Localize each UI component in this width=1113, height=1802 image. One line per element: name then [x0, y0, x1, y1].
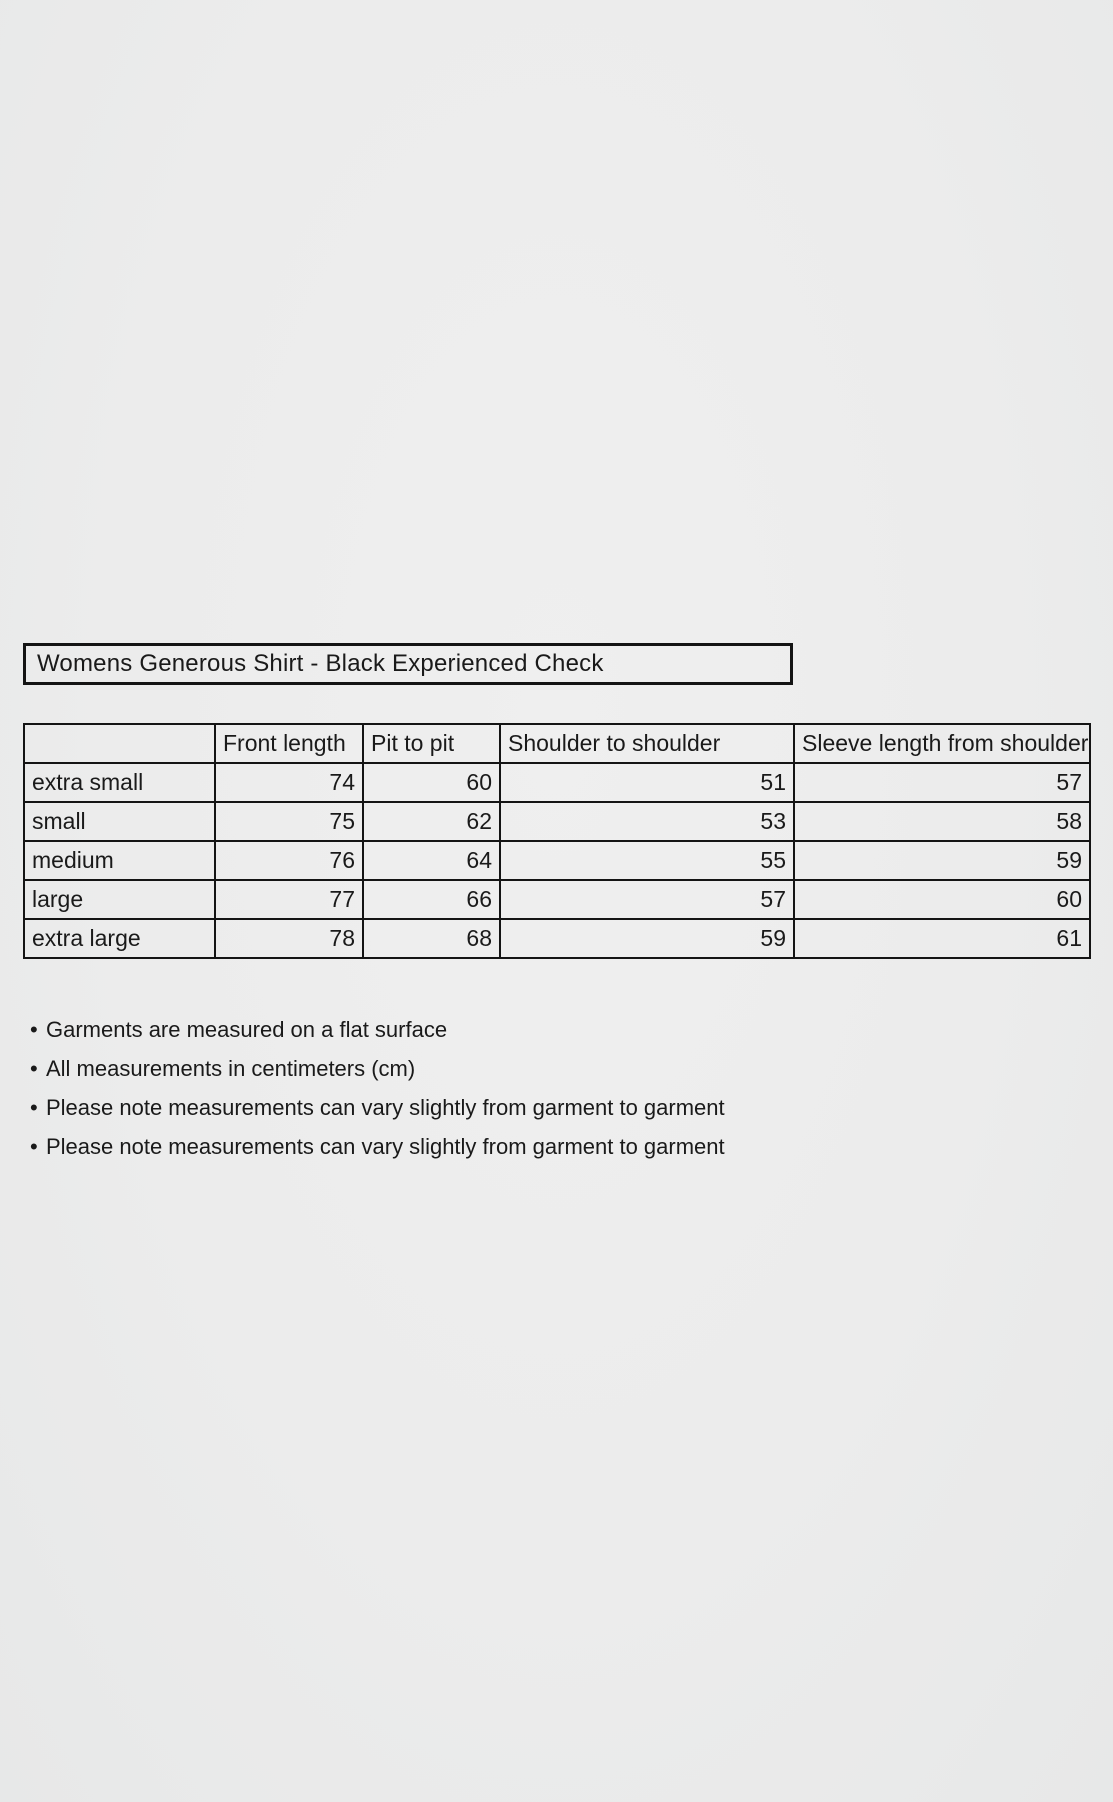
- sleeve-length-value: 58: [794, 802, 1090, 841]
- table-row-extra-small: [24, 763, 1090, 802]
- note-item: [30, 1049, 725, 1088]
- shoulder-to-shoulder-value: 53: [500, 802, 794, 841]
- sleeve-length-value: 59: [794, 841, 1090, 880]
- front-length-value: 76: [215, 841, 363, 880]
- row-label: extra large: [24, 919, 215, 958]
- row-label: small: [24, 802, 215, 841]
- column-header-pit-to-pit: Pit to pit: [363, 724, 500, 763]
- pit-to-pit-value: 64: [363, 841, 500, 880]
- sleeve-length-value: 61: [794, 919, 1090, 958]
- column-header-sleeve-length: Sleeve length from shoulder: [794, 724, 1090, 763]
- front-length-value: 75: [215, 802, 363, 841]
- product-title-box: [23, 643, 793, 685]
- note-item: [30, 1010, 725, 1049]
- sleeve-length-value: 57: [794, 763, 1090, 802]
- note-text: Garments are measured on a flat surface: [46, 1017, 448, 1042]
- row-label: medium: [24, 841, 215, 880]
- note-item: [30, 1127, 725, 1166]
- table-row-small: [24, 802, 1090, 841]
- front-length-value: 78: [215, 919, 363, 958]
- note-text: Please note measurements can vary slightly from garment to garment: [46, 1134, 725, 1159]
- shoulder-to-shoulder-value: 59: [500, 919, 794, 958]
- table-row-large: [24, 880, 1090, 919]
- measurement-notes: [30, 1010, 725, 1166]
- front-length-value: 74: [215, 763, 363, 802]
- row-label: extra small: [24, 763, 215, 802]
- pit-to-pit-value: 62: [363, 802, 500, 841]
- bullet-icon: •: [30, 1056, 38, 1081]
- front-length-value: 77: [215, 880, 363, 919]
- table-row-medium: [24, 841, 1090, 880]
- pit-to-pit-value: 60: [363, 763, 500, 802]
- note-text: Please note measurements can vary slightly from garment to garment: [46, 1095, 725, 1120]
- table-header-row: [24, 724, 1090, 763]
- note-item: [30, 1088, 725, 1127]
- pit-to-pit-value: 68: [363, 919, 500, 958]
- product-title: Womens Generous Shirt - Black Experienced Check: [37, 650, 604, 677]
- column-header-size: [24, 724, 215, 763]
- pit-to-pit-value: 66: [363, 880, 500, 919]
- row-label: large: [24, 880, 215, 919]
- column-header-front-length: Front length: [215, 724, 363, 763]
- sleeve-length-value: 60: [794, 880, 1090, 919]
- shoulder-to-shoulder-value: 55: [500, 841, 794, 880]
- bullet-icon: •: [30, 1017, 38, 1042]
- column-header-shoulder-to-shoulder: Shoulder to shoulder: [500, 724, 794, 763]
- bullet-icon: •: [30, 1134, 38, 1159]
- shoulder-to-shoulder-value: 57: [500, 880, 794, 919]
- bullet-icon: •: [30, 1095, 38, 1120]
- table-row-extra-large: [24, 919, 1090, 958]
- size-chart-table: [23, 723, 1091, 959]
- note-text: All measurements in centimeters (cm): [46, 1056, 416, 1081]
- shoulder-to-shoulder-value: 51: [500, 763, 794, 802]
